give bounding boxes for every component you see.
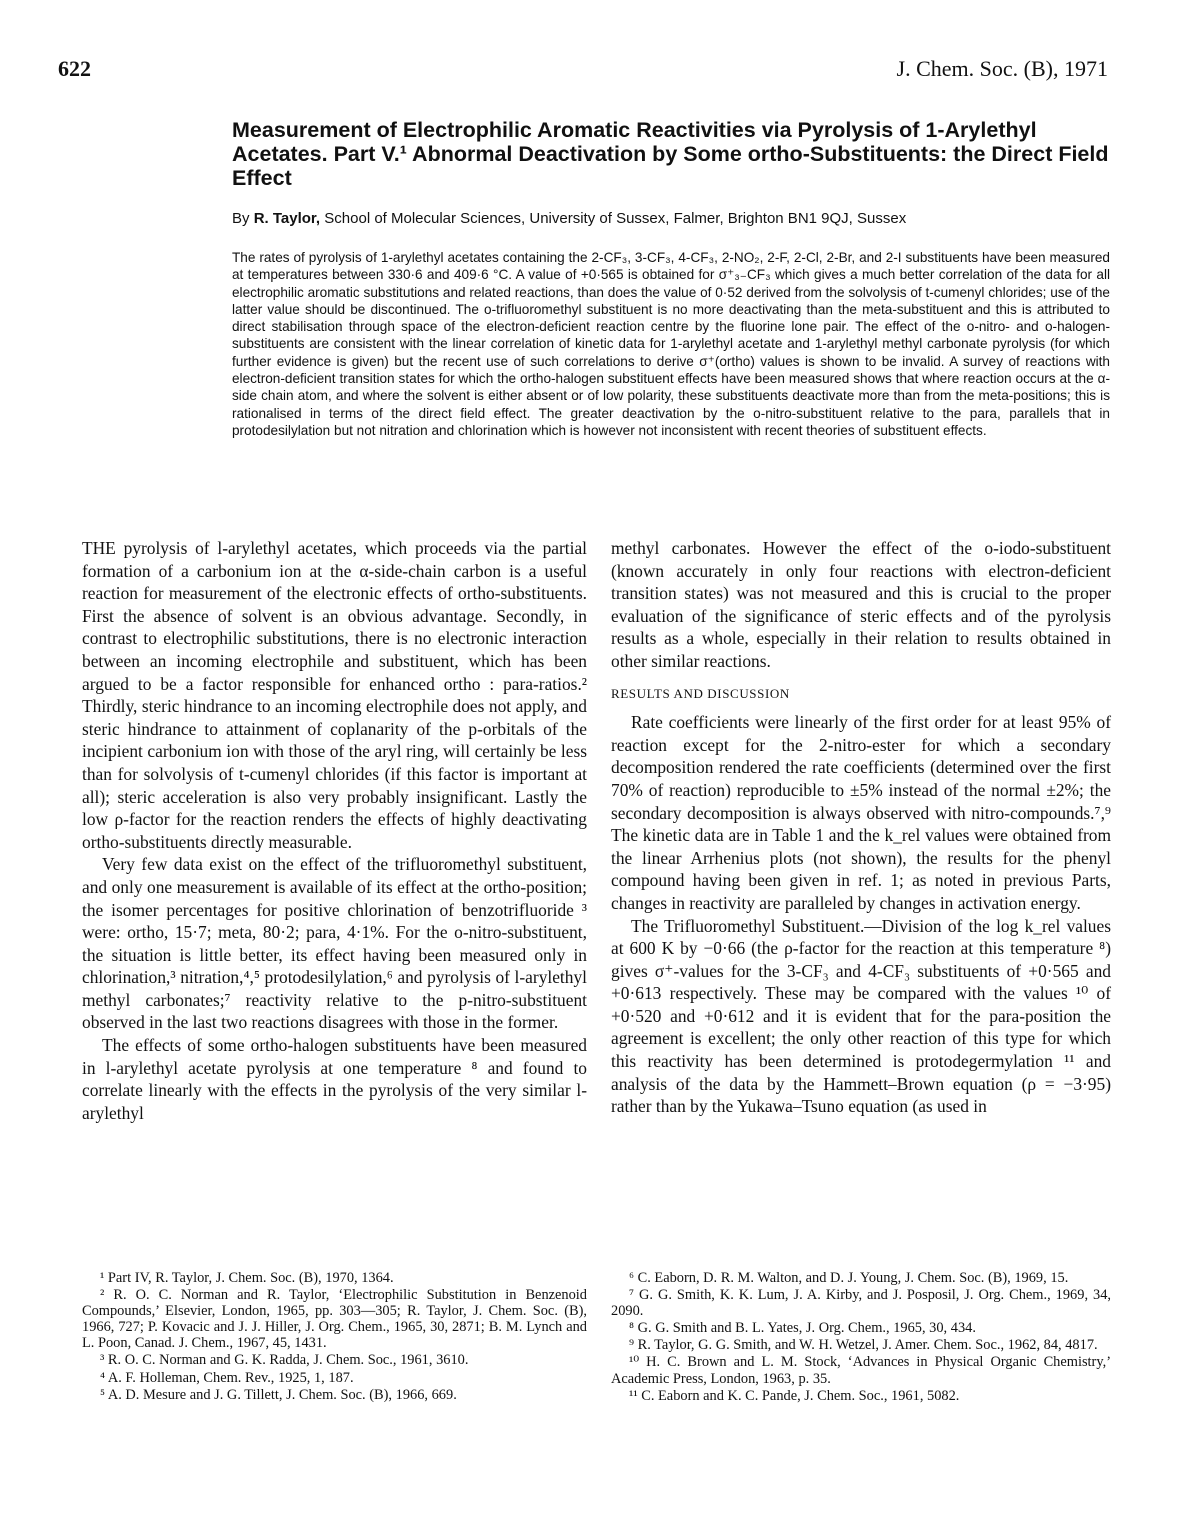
reference-item: ⁴ A. F. Holleman, Chem. Rev., 1925, 1, 187. — [100, 1369, 354, 1386]
reference-item: ¹⁰ H. C. Brown and L. M. Stock, ‘Advances in Physical Organic Chemistry,’ Academic Press, London, 1963, p. 35. — [611, 1354, 1111, 1387]
paragraph: Very few data exist on the effect of the trifluoromethyl substituent, and only one measurement is available of its effect at the ortho-position; the isomer percentages for positive chlorination of benzotrifluoride ³ were: ortho, 15·7; meta, 80·2; para, 4·1%. For the o-nitro-substituent, the situation is little better, its effect having been measured only in chlorination,³ nitration,⁴,⁵ protodesilylation,⁶ and pyrolysis of l-arylethyl methyl carbonates;⁷ reactivity relative to the p-nitro-substituent observed in the last two reactions disagrees with those in the former. — [82, 854, 587, 1033]
reference-item: ² R. O. C. Norman and R. Taylor, ‘Electrophilic Substitution in Benzenoid Compounds,’ Elsevier, London, 1965, pp. 303—305; R. Taylor, J. Chem. Soc. (B), 1966, 727; P. Kovacic and J. J. Hiller, J. Org. Chem., 1965, 30, 2871; B. M. Lynch and L. Poon, Canad. J. Chem., 1967, 45, 1431. — [82, 1287, 587, 1352]
reference-item: ⁶ C. Eaborn, D. R. M. Walton, and D. J. Young, J. Chem. Soc. (B), 1969, 15. — [629, 1270, 1069, 1286]
paragraph: Rate coefficients were linearly of the first order for at least 95% of reaction except for the 2-nitro-ester for which a secondary decomposition rendered the rate coefficients (determined over the first 70% of reaction) reproducible to ±5% instead of the normal ±2%; the secondary decomposition is always observed with nitro-compounds.⁷,⁹ The kinetic data are in Table 1 and the k_rel values were obtained from the linear Arrhenius plots (not shown), the results for the phenyl compound having been given in ref. 1; as noted in previous Parts, changes in reactivity are paralleled by changes in activation energy. — [611, 712, 1111, 913]
references-left — [82, 1270, 587, 1404]
paragraph: The Trifluoromethyl Substituent.—Division of the log k_rel values at 600 K by −0·66 (the ρ-factor for the reaction at this temperature ⁸) gives σ⁺-values for the 3-CF₃ and 4-CF₃ substituents of +0·565 and +0·613 respectively. These may be compared with the values ¹⁰ of +0·520 and +0·612 and it is evident that for the para-position the agreement is excellent; the only other reaction of this type for which this reactivity has been determined is protodegermylation ¹¹ and analysis of the data by the Hammett–Brown equation (ρ = −3·95) rather than by the Yukawa–Tsuno equation (as used in — [611, 915, 1111, 1117]
author-affiliation: School of Molecular Sciences, University of Sussex, Falmer, Brighton BN1 9QJ, Sussex — [324, 210, 907, 227]
reference-item: ⁵ A. D. Mesure and J. G. Tillett, J. Chem. Soc. (B), 1966, 669. — [100, 1386, 457, 1403]
reference-item: ¹ Part IV, R. Taylor, J. Chem. Soc. (B), 1970, 1364. — [100, 1270, 394, 1286]
body-column-left — [82, 537, 587, 1124]
references-right — [611, 1270, 1111, 1405]
article-title: Measurement of Electrophilic Aromatic Reactivities via Pyrolysis of 1-Arylethyl Acetates. Part V.¹ Abnormal Deactivation by Some ortho-Substituents: the Direct Field Effect — [232, 118, 1109, 190]
abstract: The rates of pyrolysis of 1-arylethyl acetates containing the 2-CF₃, 3-CF₃, 4-CF₃, 2-NO₂, 2-F, 2-Cl, 2-Br, and 2-I substituents have been measured at temperatures between 330·6 and 409·6 °C. A value of +0·565 is obtained for σ⁺₃₋CF₃ which gives a much better correlation of the data for all electrophilic aromatic substitutions and related reactions, than does the value of 0·52 derived from the solvolysis of t-cumenyl chlorides; use of the latter value should be discontinued. The o-trifluoromethyl substituent is no more deactivating than the meta-substituent and this is attributed to direct stabilisation through space of the electron-deficient reaction centre by the fluorine lone pair. The effect of the o-nitro- and o-halogen-substituents are consistent with the linear correlation of kinetic data for 1-arylethyl acetate and 1-arylethyl methyl carbonate pyrolysis (for which further evidence is given) but the recent use of such correlations to derive σ⁺(ortho) values is shown to be invalid. A survey of reactions with electron-deficient transition states for which the ortho-halogen substituent effects have been measured shows that where reaction occurs at the α-side chain atom, and where the solvent is either absent or of low polarity, these substituents deactivate more than from the meta-positions; this is rationalised in terms of the direct field effect. The greater deactivation by the o-nitro-substituent relative to the para, parallels that in protodesilylation but not nitration and chlorination which is however not inconsistent with recent theories of substituent effects. — [232, 250, 1110, 438]
page-number: 622 — [58, 56, 91, 81]
reference-item: ³ R. O. C. Norman and G. K. Radda, J. Chem. Soc., 1961, 3610. — [100, 1352, 469, 1369]
byline-prefix: By — [232, 210, 250, 227]
reference-item: ⁷ G. G. Smith, K. K. Lum, J. A. Kirby, and J. Posposil, J. Org. Chem., 1969, 34, 2090. — [611, 1287, 1111, 1320]
reference-item: ¹¹ C. Eaborn and K. C. Pande, J. Chem. Soc., 1961, 5082. — [629, 1387, 960, 1404]
journal-citation: J. Chem. Soc. (B), 1971 — [896, 56, 1108, 81]
paragraph: The effects of some ortho-halogen substituents have been measured in l-arylethyl acetate pyrolysis at one temperature ⁸ and found to correlate linearly with the effects in the pyrolysis of the very similar l-arylethyl — [82, 1035, 587, 1123]
paragraph: THE pyrolysis of l-arylethyl acetates, which proceeds via the partial formation of a carbonium ion at the α-side-chain carbon is a useful reaction for measurement of the electronic effects of ortho-substituents. First the absence of solvent is an obvious advantage. Secondly, in contrast to electrophilic substitutions, there is no electronic interaction between an incoming electrophile and substituent, which has been argued to be a factor responsible for enhanced ortho : para-ratios.² Thirdly, steric hindrance to an incoming electrophile does not apply, and steric hindrance to attainment of coplanarity of the p-orbitals of the incipient carbonium ion with those of the aryl ring, will certainly be less than for solvolysis of t-cumenyl chlorides (if this factor is important at all); steric acceleration is also very probably insignificant. Lastly the low ρ-factor for the reaction renders the effects of highly deactivating ortho-substituents directly measurable. — [82, 538, 587, 852]
reference-item: ⁸ G. G. Smith and B. L. Yates, J. Org. Chem., 1965, 30, 434. — [629, 1320, 976, 1337]
reference-item: ⁹ R. Taylor, G. G. Smith, and W. H. Wetzel, J. Amer. Chem. Soc., 1962, 84, 4817. — [629, 1337, 1098, 1354]
author-name: R. Taylor, — [253, 210, 321, 227]
byline — [232, 210, 906, 227]
section-heading: RESULTS AND DISCUSSION — [611, 685, 790, 701]
body-column-right — [611, 537, 1111, 1118]
paragraph: methyl carbonates. However the effect of the o-iodo-substituent (known accurately in only four reactions with electron-deficient transition states) was not measured and this is crucial to the proper evaluation of the significance of steric effects and of the pyrolysis results as a whole, especially in their relation to results obtained in other similar reactions. — [611, 538, 1111, 671]
